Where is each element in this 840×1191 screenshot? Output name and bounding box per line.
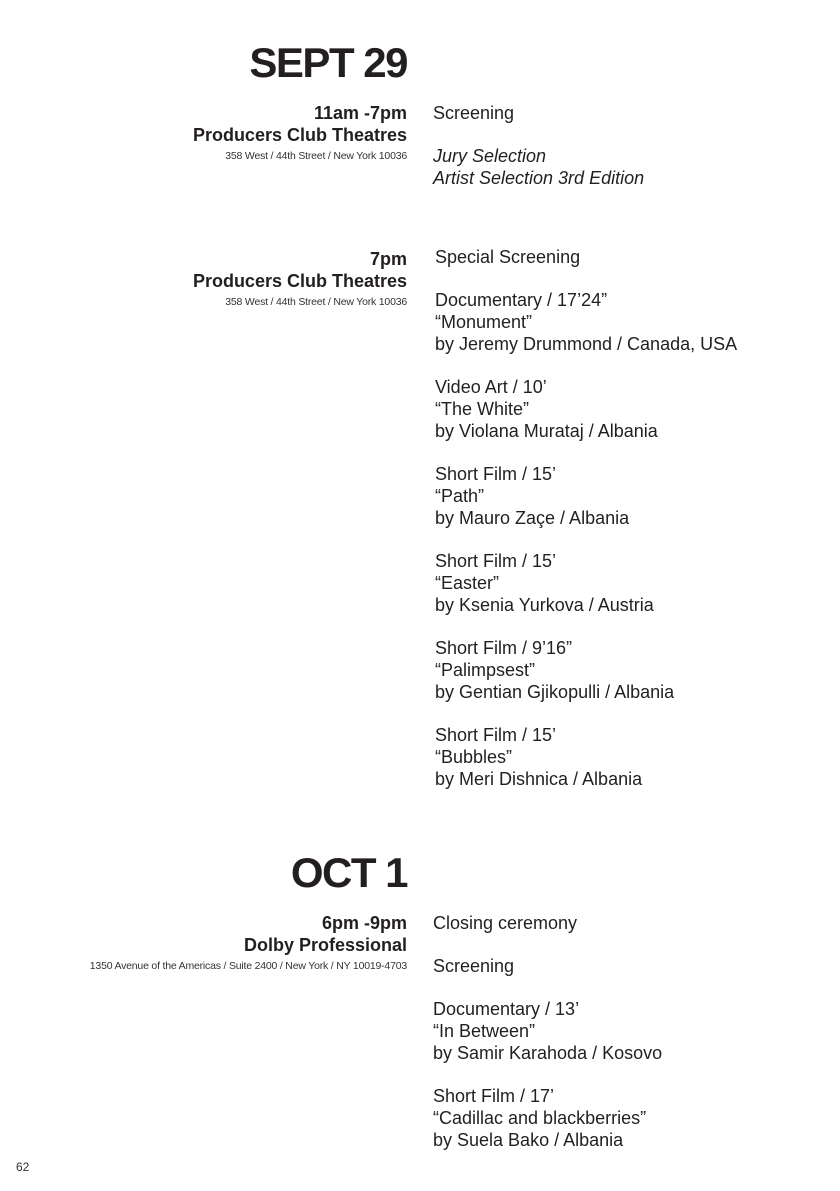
event-time: 11am -7pm xyxy=(313,103,407,123)
program-line: Screening xyxy=(433,956,515,976)
film-title: “Easter” xyxy=(435,573,500,593)
film-title: “Cadillac and blackberries” xyxy=(433,1108,647,1128)
film-author: by Samir Karahoda / Kosovo xyxy=(433,1043,663,1063)
film-format: Short Film / 15’ xyxy=(435,551,557,571)
event-venue: Producers Club Theatres xyxy=(192,271,407,291)
event-info xyxy=(27,102,407,163)
event-address: 358 West / 44th Street / New York 10036 xyxy=(225,296,407,308)
film-format: Short Film / 15’ xyxy=(435,464,557,484)
film-entry xyxy=(435,463,835,529)
film-format: Short Film / 17’ xyxy=(433,1086,555,1106)
film-author: by Suela Bako / Albania xyxy=(433,1130,624,1150)
event-time: 6pm -9pm xyxy=(321,913,407,933)
program-block xyxy=(435,246,835,268)
event-address: 358 West / 44th Street / New York 10036 xyxy=(225,150,407,162)
film-title: “Monument” xyxy=(435,312,533,332)
film-title: “Palimpsest” xyxy=(435,660,536,680)
event-venue: Dolby Professional xyxy=(243,935,407,955)
page-number: 62 xyxy=(16,1160,30,1174)
film-entry xyxy=(435,289,835,355)
film-title: “Bubbles” xyxy=(435,747,513,767)
date-heading: OCT 1 xyxy=(290,849,407,896)
film-author: by Meri Dishnica / Albania xyxy=(435,769,643,789)
program-block xyxy=(433,102,833,124)
film-format: Documentary / 17’24” xyxy=(435,290,608,310)
program-block xyxy=(433,145,833,189)
film-entry xyxy=(435,550,835,616)
program-line: Jury Selection xyxy=(433,146,547,166)
film-format: Video Art / 10’ xyxy=(435,377,547,397)
film-author: by Jeremy Drummond / Canada, USA xyxy=(435,334,738,354)
film-author: by Mauro Zaçe / Albania xyxy=(435,508,630,528)
event-program xyxy=(435,246,835,811)
program-line: Artist Selection 3rd Edition xyxy=(433,168,645,188)
program-line: Closing ceremony xyxy=(433,913,578,933)
event-time: 7pm xyxy=(369,249,407,269)
date-heading: SEPT 29 xyxy=(249,39,407,86)
film-entry xyxy=(433,1085,833,1151)
program-block xyxy=(433,955,833,977)
film-author: by Gentian Gjikopulli / Albania xyxy=(435,682,675,702)
event-info xyxy=(27,248,407,309)
event-program xyxy=(433,912,833,1172)
film-title: “In Between” xyxy=(433,1021,536,1041)
film-entry xyxy=(433,998,833,1064)
event-info xyxy=(27,912,407,973)
film-title: “Path” xyxy=(435,486,485,506)
film-entry xyxy=(435,637,835,703)
program-line: Screening xyxy=(433,103,515,123)
program-block xyxy=(433,912,833,934)
program-line: Special Screening xyxy=(435,247,581,267)
event-venue: Producers Club Theatres xyxy=(192,125,407,145)
film-format: Short Film / 15’ xyxy=(435,725,557,745)
film-author: by Violana Murataj / Albania xyxy=(435,421,658,441)
film-title: “The White” xyxy=(435,399,530,419)
film-format: Documentary / 13’ xyxy=(433,999,580,1019)
film-format: Short Film / 9’16” xyxy=(435,638,573,658)
film-entry xyxy=(435,376,835,442)
event-address: 1350 Avenue of the Americas / Suite 2400 / New York / NY 10019-4703 xyxy=(89,960,407,972)
film-author: by Ksenia Yurkova / Austria xyxy=(435,595,654,615)
event-program xyxy=(433,102,833,210)
film-entry xyxy=(435,724,835,790)
